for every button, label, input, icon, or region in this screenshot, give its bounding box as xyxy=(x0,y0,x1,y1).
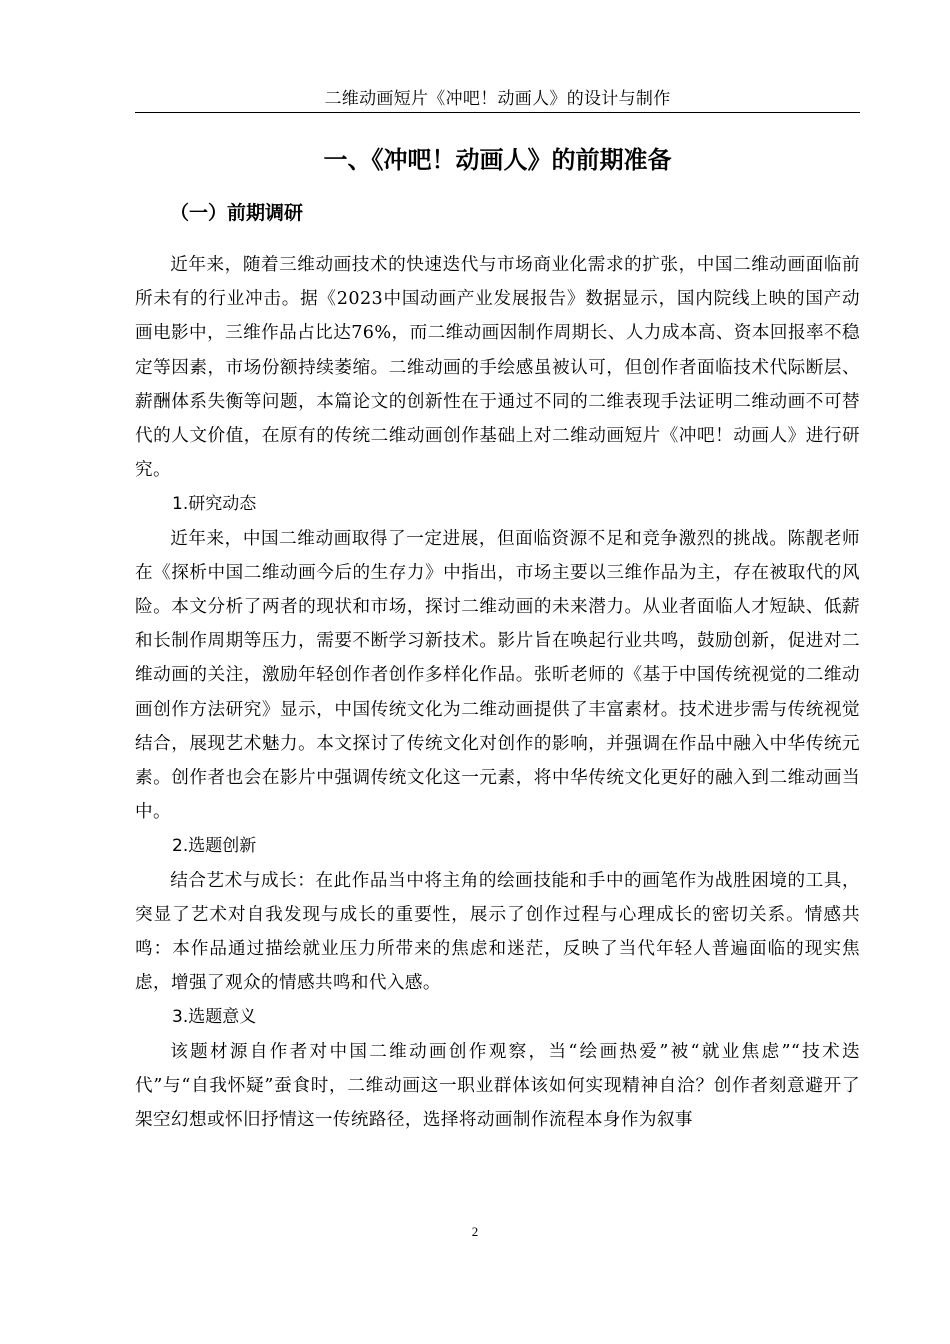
section-title: （一）前期调研 xyxy=(170,202,304,224)
running-header: 二维动画短片《冲吧！动画人》的设计与制作 xyxy=(324,89,671,109)
chapter-title: 一、《冲吧！动画人》的前期准备 xyxy=(323,146,672,174)
header-divider xyxy=(135,112,860,113)
body-text xyxy=(135,248,860,1137)
topic-innovation-paragraph: 结合艺术与成长：在此作品当中将主角的绘画技能和手中的画笔作为战胜困境的工具，突显了艺术对自我发现与成长的重要性，展示了创作过程与心理成长的密切关系。情感共鸣：本作品通过描绘就业压力所带来的焦虑和迷茫，反映了当代年轻人普遍面临的现实焦虑，增强了观众的情感共鸣和代入感。 xyxy=(135,870,860,994)
subheading-topic-significance: 3.选题意义 xyxy=(172,1007,257,1028)
page-number: 2 xyxy=(471,1224,479,1239)
subheading-topic-innovation: 2.选题创新 xyxy=(172,836,257,857)
intro-paragraph: 近年来，随着三维动画技术的快速迭代与市场商业化需求的扩张，中国二维动画面临前所未有的行业冲击。据《2023中国动画产业发展报告》数据显示，国内院线上映的国产动画电影中，三维作品占比达76%，而二维动画因制作周期长、人力成本高、资本回报率不稳定等因素，市场份额持续萎缩。二维动画的手绘感虽被认可，但创作者面临技术代际断层、薪酬体系失衡等问题，本篇论文的创新性在于通过不同的二维表现手法证明二维动画不可替代的人文价值，在原有的传统二维动画创作基础上对二维动画短片《冲吧！动画人》进行研究。 xyxy=(135,255,860,481)
research-trends-paragraph: 近年来，中国二维动画取得了一定进展，但面临资源不足和竞争激烈的挑战。陈靓老师在《探析中国二维动画今后的生存力》中指出，市场主要以三维作品为主，存在被取代的风险。本文分析了两者的现状和市场，探讨二维动画的未来潜力。从业者面临人才短缺、低薪和长制作周期等压力，需要不断学习新技术。影片旨在唤起行业共鸣，鼓励创新，促进对二维动画的关注，激励年轻创作者创作多样化作品。张昕老师的《基于中国传统视觉的二维动画创作方法研究》显示，中国传统文化为二维动画提供了丰富素材。技术进步需与传统视觉结合，展现艺术魅力。本文探讨了传统文化对创作的影响，并强调在作品中融入中华传统元素。创作者也会在影片中强调传统文化这一元素，将中华传统文化更好的融入到二维动画当中。 xyxy=(135,528,860,823)
subheading-research-trends: 1.研究动态 xyxy=(172,494,257,515)
topic-significance-paragraph: 该题材源自作者对中国二维动画创作观察，当“绘画热爱”被“就业焦虑”“技术迭代”与“自我怀疑”蚕食时，二维动画这一职业群体该如何实现精神自洽？创作者刻意避开了架空幻想或怀旧抒情这一传统路径，选择将动画制作流程本身作为叙事 xyxy=(135,1041,860,1131)
